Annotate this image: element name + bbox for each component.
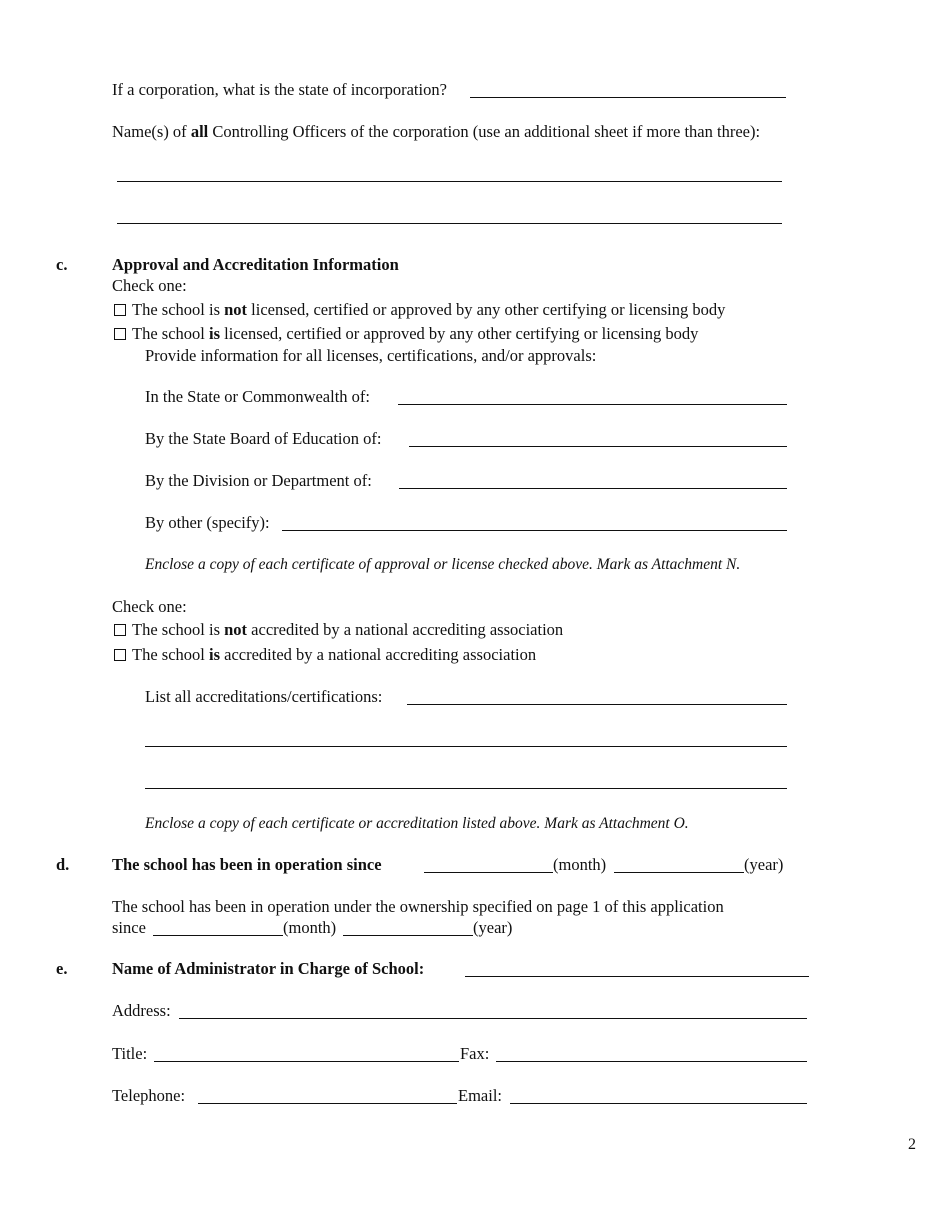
state-board-label: By the State Board of Education of: [145,429,382,448]
division-field[interactable] [399,488,787,489]
accreditations-field-2[interactable] [145,746,787,747]
year-label-2: (year) [473,918,513,937]
is-accredited-option[interactable]: The school is accredited by a national accrediting association [114,645,536,665]
address-field[interactable] [179,1018,807,1019]
division-label: By the Division or Department of: [145,471,372,490]
state-board-field[interactable] [409,446,787,447]
not-licensed-option[interactable]: The school is not licensed, certified or approved by any other certifying or licensing body [114,300,725,320]
year-label: (year) [744,855,784,874]
since-label: since [112,918,146,937]
provide-info-label: Provide information for all licenses, certifications, and/or approvals: [145,346,597,365]
enclose-attachment-o: Enclose a copy of each certificate or accreditation listed above. Mark as Attachment O. [145,815,689,832]
officer-field-2[interactable] [117,223,782,224]
other-specify-label: By other (specify): [145,513,270,532]
month-label: (month) [553,855,607,874]
section-c-marker: c. [56,255,68,274]
title-label: Title: [112,1044,148,1063]
administrator-label: Name of Administrator in Charge of School: [112,959,425,978]
fax-field[interactable] [496,1061,807,1062]
not-accredited-option[interactable]: The school is not accredited by a national accrediting association [114,620,563,640]
state-commonwealth-label: In the State or Commonwealth of: [145,387,370,406]
state-commonwealth-field[interactable] [398,404,787,405]
ownership-month-field[interactable] [153,935,283,936]
fax-label: Fax: [460,1044,490,1063]
officer-field-1[interactable] [117,181,782,182]
administrator-field[interactable] [465,976,809,977]
address-label: Address: [112,1001,171,1020]
section-e-marker: e. [56,959,68,978]
check-one-label-1: Check one: [112,276,187,295]
operation-since-label: The school has been in operation since [112,855,382,874]
controlling-officers-label: Name(s) of all Controlling Officers of the corporation (use an additional sheet if more than three): [112,122,761,141]
checkbox-is-licensed[interactable] [114,328,126,340]
operation-month-field[interactable] [424,872,553,873]
checkbox-not-licensed[interactable] [114,304,126,316]
page-number: 2 [908,1136,916,1153]
ownership-text: The school has been in operation under the ownership specified on page 1 of this application [112,897,724,916]
section-d-marker: d. [56,855,70,874]
checkbox-not-accredited[interactable] [114,624,126,636]
section-c-title: Approval and Accreditation Information [112,255,399,274]
accreditations-field-1[interactable] [407,704,787,705]
ownership-year-field[interactable] [343,935,473,936]
email-label: Email: [458,1086,502,1105]
title-field[interactable] [154,1061,459,1062]
month-label-2: (month) [283,918,337,937]
check-one-label-2: Check one: [112,597,187,616]
accreditations-label: List all accreditations/certifications: [145,687,383,706]
telephone-label: Telephone: [112,1086,186,1105]
state-incorporation-field[interactable] [470,97,786,98]
telephone-field[interactable] [198,1103,457,1104]
other-specify-field[interactable] [282,530,787,531]
operation-year-field[interactable] [614,872,744,873]
checkbox-is-accredited[interactable] [114,649,126,661]
state-incorporation-label: If a corporation, what is the state of incorporation? [112,80,447,99]
email-field[interactable] [510,1103,807,1104]
is-licensed-option[interactable]: The school is licensed, certified or approved by any other certifying or licensing body [114,324,698,344]
accreditations-field-3[interactable] [145,788,787,789]
enclose-attachment-n: Enclose a copy of each certificate of approval or license checked above. Mark as Attachment N. [145,556,741,573]
